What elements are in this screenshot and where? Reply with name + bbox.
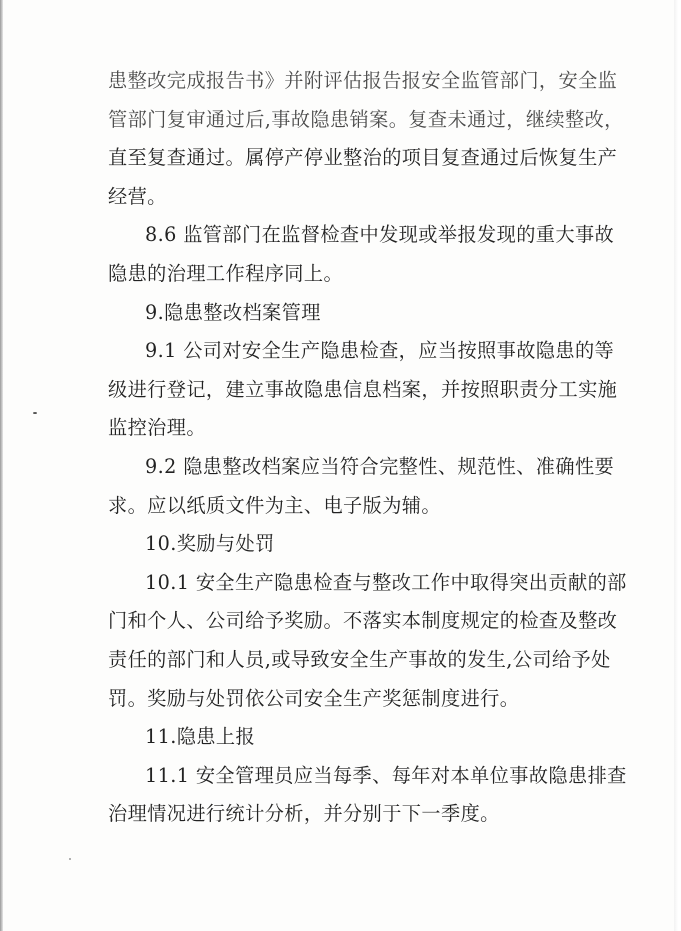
document-body	[108, 62, 627, 834]
paragraph-line: 患整改完成报告书》并附评估报告报安全监管部门，安全监	[108, 69, 618, 92]
section-9-2-line: 9.2 隐患整改档案应当符合完整性、规范性、准确性要	[145, 454, 615, 478]
section-10-1-line: 10.1 安全生产隐患检查与整改工作中取得突出贡献的部	[145, 570, 627, 594]
section-9-1-line: 级进行登记，建立事故隐患信息档案，并按照职责分工实施	[108, 377, 618, 401]
paragraph-line: 经营。	[108, 184, 167, 208]
paragraph-line: 管部门复审通过后,事故隐患销案。复查未通过，继续整改，	[108, 107, 624, 131]
section-8-6-line: 8.6 监管部门在监督检查中发现或举报发现的重大事故	[145, 223, 615, 247]
scan-left-edge	[0, 0, 3, 931]
section-10-1-line: 责任的部门和人员,或导致安全生产事故的发生,公司给予处	[108, 647, 611, 671]
section-9-1-line: 监控治理。	[108, 416, 206, 440]
scan-speck	[69, 858, 71, 860]
section-9-2-line: 求。应以纸质文件为主、电子版为辅。	[108, 493, 441, 517]
section-9-1-line: 9.1 公司对安全生产隐患检查，应当按照事故隐患的等	[145, 339, 615, 363]
section-10-1-line: 门和个人、公司给予奖励。不落实本制度规定的检查及整改	[108, 609, 618, 633]
scan-speck	[33, 412, 37, 414]
section-heading-10: 10.奖励与处罚	[145, 532, 275, 556]
section-8-6-line: 隐患的治理工作程序同上。	[108, 261, 344, 285]
section-11-1-line: 11.1 安全管理员应当每季、每年对本单位事故隐患排查	[145, 763, 627, 787]
section-heading-9: 9.隐患整改档案管理	[145, 300, 321, 324]
section-heading-11: 11.隐患上报	[145, 725, 256, 749]
section-11-1-line: 治理情况进行统计分析，并分别于下一季度。	[108, 802, 500, 826]
scan-right-edge	[674, 0, 681, 931]
section-10-1-line: 罚。奖励与处罚依公司安全生产奖惩制度进行。	[108, 686, 520, 710]
paragraph-line: 直至复查通过。属停产停业整治的项目复查通过后恢复生产	[108, 146, 618, 170]
